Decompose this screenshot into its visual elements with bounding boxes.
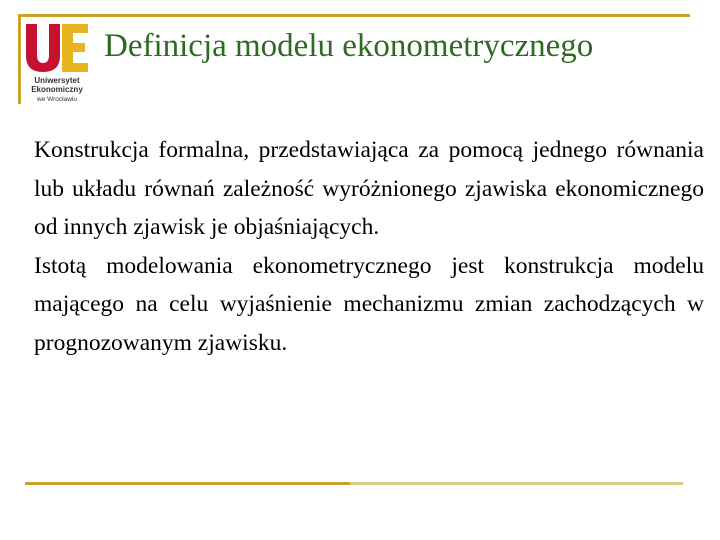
logo-line-2: Ekonomiczny (31, 85, 83, 94)
footer-rule-left (25, 482, 350, 485)
logo-line-1: Uniwersytet (34, 76, 80, 85)
slide-body (34, 131, 704, 362)
footer-rule-right (350, 482, 683, 485)
ue-logo-mark-icon (24, 22, 90, 74)
paragraph-definition: Konstrukcja formalna, przedstawiająca za pomocą jednego równania lub układu równań zależność wyróżnionego zjawiska ekonomicznego od innych zjawisk je objaśniających. (34, 137, 704, 240)
header-left-rule (18, 14, 21, 104)
paragraph-essence: Istotą modelowania ekonometrycznego jest konstrukcja modelu mającego na celu wyjaśnienie mechanizmu zmian zachodzących w prognozowanym zjawisku. (34, 252, 704, 356)
slide-title: Definicja modelu ekonometrycznego (104, 28, 594, 64)
university-logo (24, 22, 90, 108)
header-top-rule (18, 14, 690, 17)
logo-line-3: we Wrocławiu (37, 96, 77, 103)
